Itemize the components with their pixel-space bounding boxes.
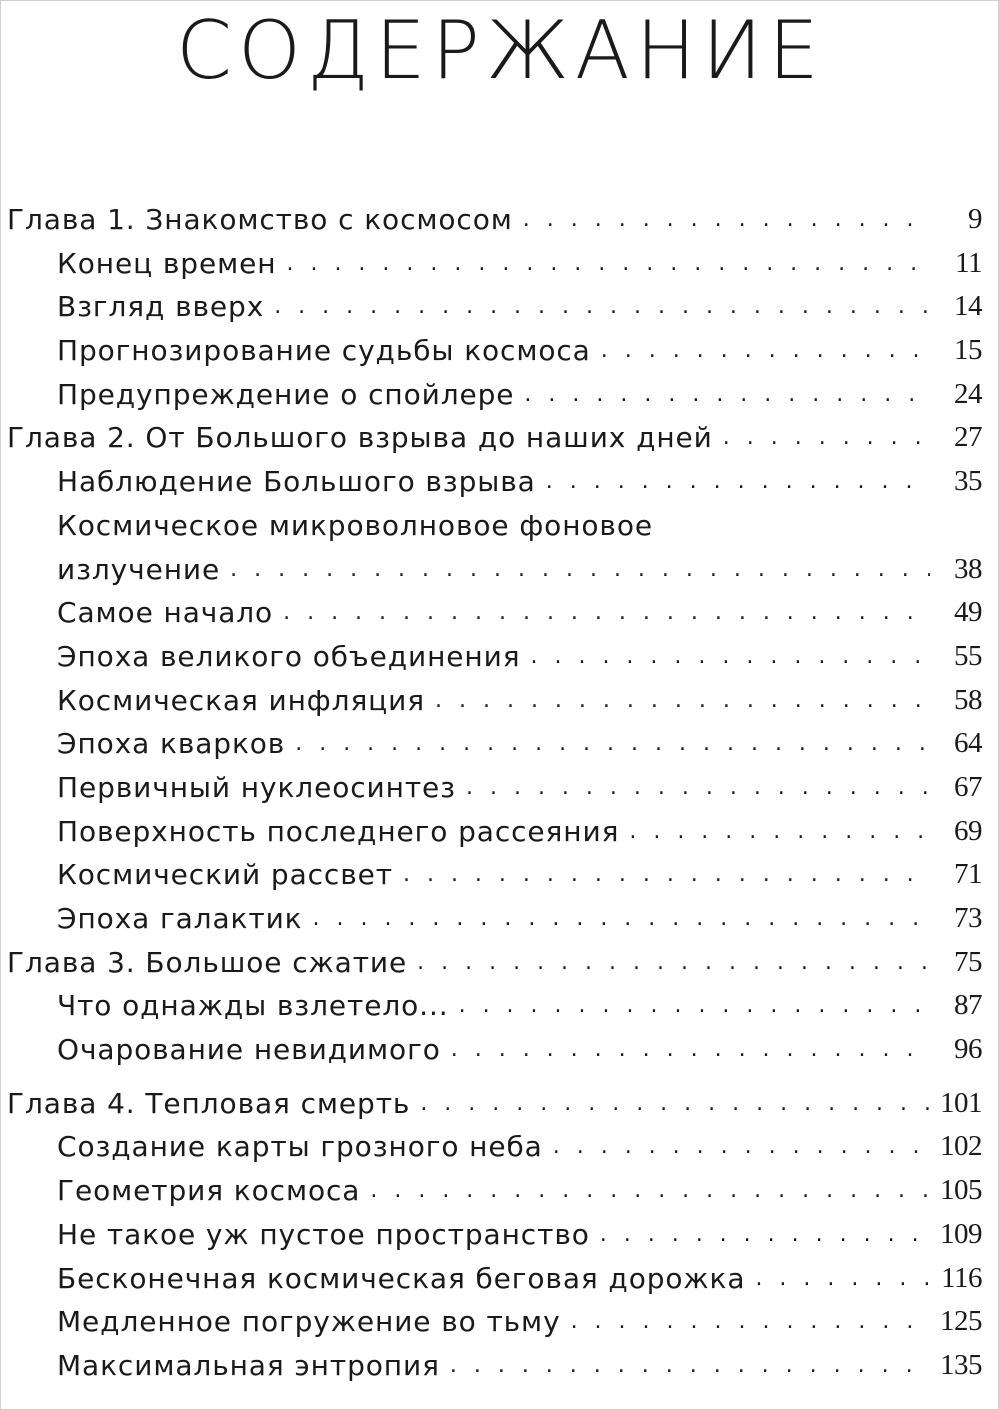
dot-leader — [295, 722, 930, 766]
toc-entry-title: Медленное погружение во тьму — [57, 1300, 571, 1344]
dot-leader — [312, 897, 930, 941]
toc-page-number: 116 — [941, 1261, 982, 1294]
toc-entry-title: Глава 3. Большое сжатие — [7, 941, 417, 985]
toc-entry-title: излучение — [57, 548, 230, 592]
toc-chapter-row — [1, 941, 999, 985]
dot-leader — [629, 810, 930, 854]
toc-entry-title: Что однажды взлетело... — [57, 984, 459, 1028]
dot-leader — [283, 591, 930, 635]
toc-section-row — [1, 242, 999, 286]
toc-section-row — [1, 329, 999, 373]
dot-leader — [755, 1257, 930, 1301]
toc-section-row — [1, 1257, 999, 1301]
toc-entry-title: Наблюдение Большого взрыва — [57, 460, 546, 504]
toc-entry-title: Глава 1. Знакомство с космосом — [7, 198, 523, 242]
dot-leader — [403, 853, 930, 897]
toc-page-number: 105 — [940, 1174, 982, 1207]
toc-page-number: 49 — [954, 596, 982, 629]
dot-leader — [523, 198, 930, 242]
toc-page-number: 135 — [940, 1348, 982, 1381]
toc-entry-title: Поверхность последнего рассеяния — [57, 810, 629, 854]
dot-leader — [286, 242, 930, 286]
toc-page-number: 64 — [954, 727, 982, 760]
toc-entry-title: Эпоха галактик — [57, 897, 312, 941]
toc-page-number: 11 — [955, 246, 982, 279]
toc-page-number: 24 — [954, 377, 982, 410]
toc-page-number: 71 — [954, 858, 982, 891]
toc-section-row — [1, 1028, 999, 1072]
dot-leader — [600, 1213, 930, 1257]
dot-leader — [451, 1028, 930, 1072]
toc-page-number: 15 — [954, 334, 982, 367]
toc-section-row — [1, 766, 999, 810]
toc-entry-title: Первичный нуклеосинтез — [57, 766, 466, 810]
toc-section-row — [1, 460, 999, 504]
toc-page-number: 9 — [968, 203, 982, 235]
toc-entry-title: Самое начало — [57, 591, 283, 635]
toc-section-row — [1, 285, 999, 329]
toc-section-row — [1, 853, 999, 897]
toc-section-row — [1, 504, 999, 548]
toc-section-row — [1, 1169, 999, 1213]
toc-chapter-row — [1, 416, 999, 460]
toc-page-number: 87 — [954, 989, 982, 1022]
toc-page-number: 35 — [954, 465, 982, 498]
dot-leader — [435, 679, 930, 723]
toc-section-row — [1, 984, 999, 1028]
toc-chapter-row — [1, 198, 999, 242]
toc-entry-title: Глава 4. Тепловая смерть — [7, 1082, 420, 1126]
dot-leader — [450, 1344, 930, 1388]
dot-leader — [370, 1169, 930, 1213]
page-title: СОДЕРЖАНИЕ — [176, 4, 825, 97]
toc-section-row — [1, 1344, 999, 1388]
toc-section-row — [1, 1300, 999, 1344]
toc-chapter-row — [1, 1082, 999, 1126]
toc-page-number: 96 — [954, 1033, 982, 1066]
toc-entry-title: Конец времен — [57, 242, 286, 286]
toc-entry-title: Предупреждение о спойлере — [57, 373, 524, 417]
toc-entry-title: Космический рассвет — [57, 853, 403, 897]
toc-entry-title: Космическое микроволновое фоновое — [57, 504, 663, 548]
toc-entry-title: Эпоха великого объединения — [57, 635, 530, 679]
dot-leader — [723, 416, 930, 460]
dot-leader — [530, 635, 930, 679]
dot-leader — [230, 548, 930, 592]
toc-section-row — [1, 548, 999, 592]
toc-page-number: 27 — [954, 421, 982, 454]
toc-entry-title: Не такое уж пустое пространство — [57, 1213, 600, 1257]
toc-entry-title: Прогнозирование судьбы космоса — [57, 329, 601, 373]
dot-leader — [420, 1082, 930, 1126]
toc-section-row — [1, 810, 999, 854]
toc-section-row — [1, 373, 999, 417]
toc-page-number: 67 — [954, 770, 982, 803]
toc-entry-title: Геометрия космоса — [57, 1169, 370, 1213]
toc-section-row — [1, 1213, 999, 1257]
toc-page-number: 73 — [954, 902, 982, 934]
toc-page-number: 102 — [940, 1130, 982, 1163]
toc-section-row — [1, 722, 999, 766]
dot-leader — [663, 504, 930, 548]
toc-page-number: 69 — [954, 814, 982, 847]
toc-page-number: 125 — [940, 1305, 982, 1338]
toc-section-row — [1, 635, 999, 679]
toc-entry-title: Космическая инфляция — [57, 679, 435, 723]
dot-leader — [417, 941, 930, 985]
toc-section-row — [1, 1125, 999, 1169]
table-of-contents — [1, 198, 999, 1388]
dot-leader — [466, 766, 930, 810]
toc-entry-title: Взгляд вверх — [57, 285, 274, 329]
toc-entry-title: Максимальная энтропия — [57, 1344, 450, 1388]
toc-section-row — [1, 679, 999, 723]
toc-entry-title: Эпоха кварков — [57, 722, 295, 766]
toc-page-number: 109 — [940, 1217, 982, 1250]
toc-page-number: 75 — [954, 945, 982, 978]
dot-leader — [601, 329, 930, 373]
toc-entry-title: Бесконечная космическая беговая дорожка — [57, 1257, 755, 1301]
toc-page-number: 55 — [954, 639, 982, 672]
dot-leader — [524, 373, 930, 417]
toc-page-number: 58 — [954, 683, 982, 716]
dot-leader — [553, 1125, 930, 1169]
dot-leader — [459, 984, 930, 1028]
toc-entry-title: Глава 2. От Большого взрыва до наших дней — [7, 416, 723, 460]
dot-leader — [571, 1300, 930, 1344]
toc-section-row — [1, 897, 999, 941]
toc-page-number: 14 — [954, 290, 982, 323]
toc-section-row — [1, 591, 999, 635]
dot-leader — [274, 285, 930, 329]
toc-page-number: 38 — [954, 552, 982, 585]
dot-leader — [546, 460, 930, 504]
toc-entry-title: Создание карты грозного неба — [57, 1125, 553, 1169]
toc-entry-title: Очарование невидимого — [57, 1028, 451, 1072]
toc-page-number: 101 — [940, 1086, 982, 1119]
